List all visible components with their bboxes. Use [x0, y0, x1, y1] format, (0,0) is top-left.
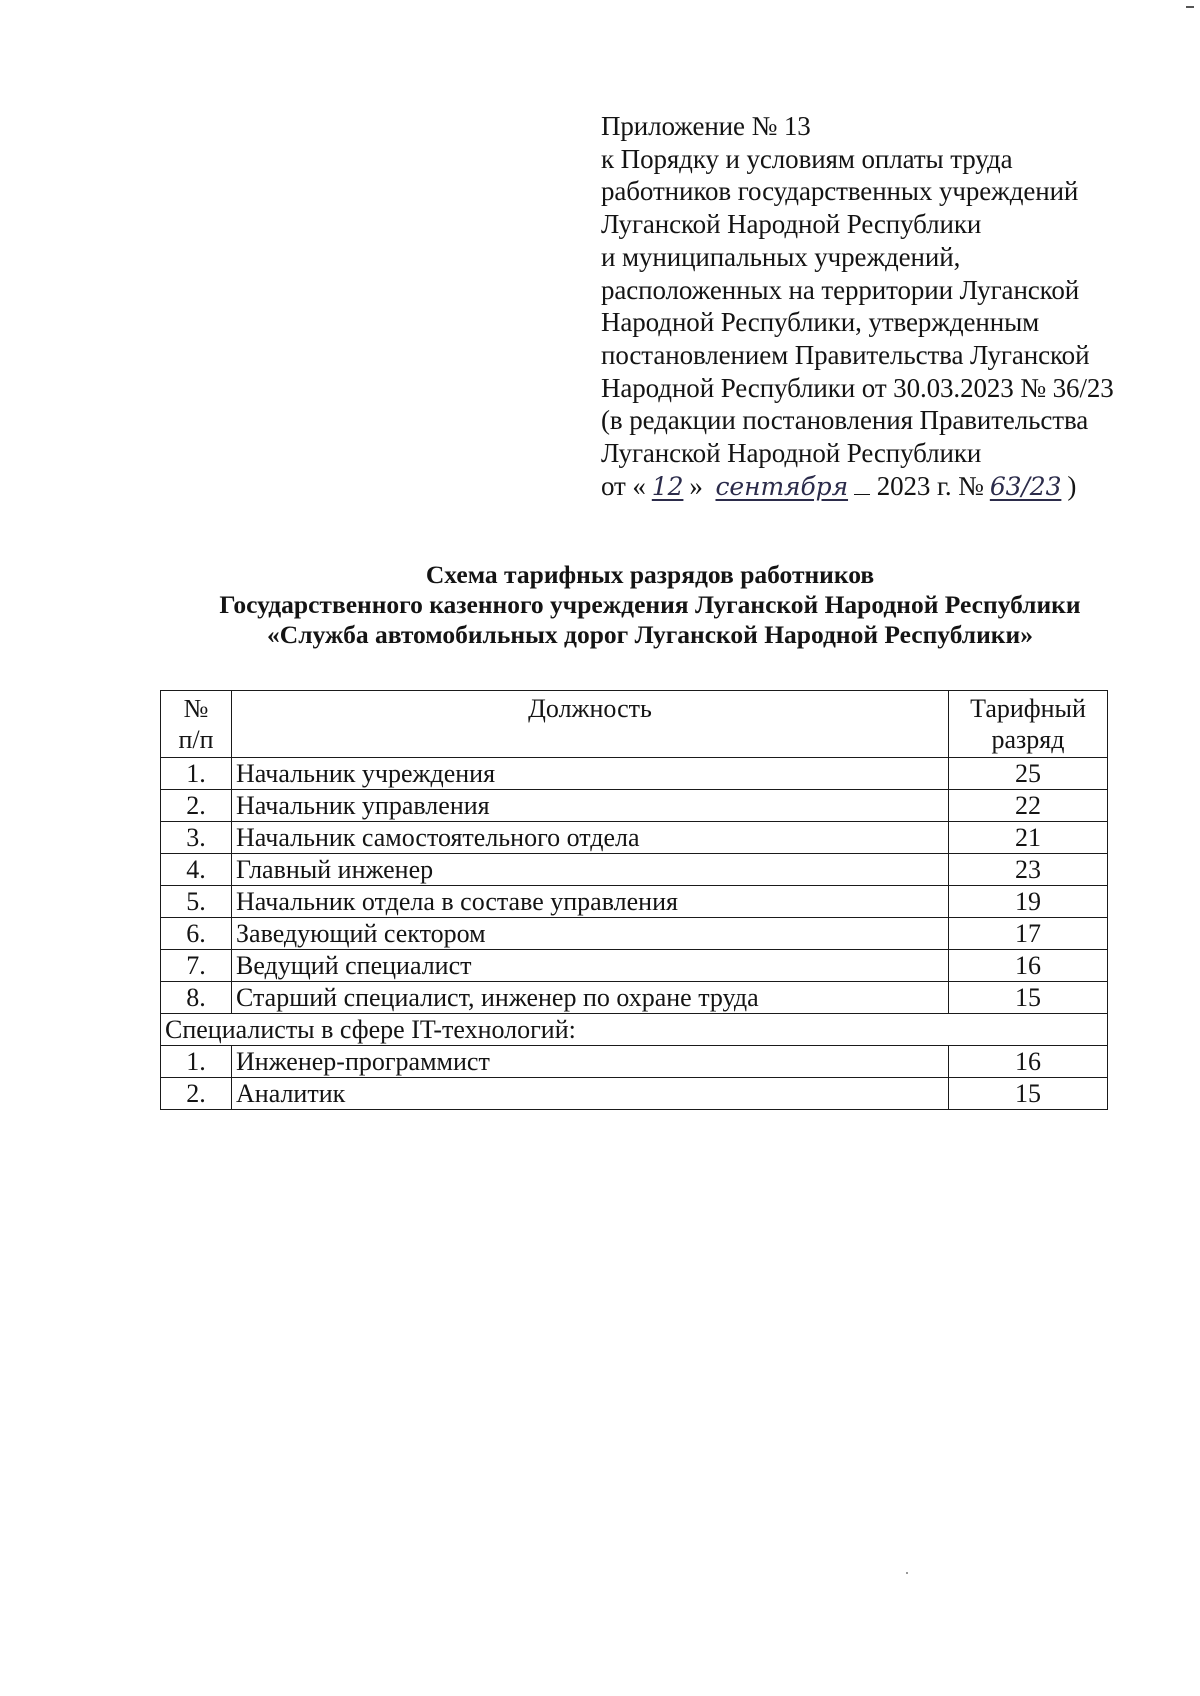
tariff-grades-table — [160, 690, 1108, 1110]
title-line: Государственного казенного учреждения Луганской Народной Республики — [219, 590, 1081, 619]
appendix-line: (в редакции постановления Правительства — [601, 405, 1089, 436]
scan-speck — [906, 1572, 908, 1574]
handwritten-number: 63/23 — [989, 471, 1062, 501]
scan-edge-mark — [1186, 6, 1194, 8]
table-row — [161, 918, 1108, 950]
row-position: Начальник управления — [232, 790, 949, 822]
title-line: «Служба автомобильных дорог Луганской Народной Республики» — [267, 620, 1033, 649]
row-grade: 15 — [949, 982, 1108, 1014]
header-num: № п/п — [161, 691, 232, 758]
appendix-line: расположенных на территории Луганской — [601, 274, 1080, 305]
appendix-line: Приложение № 13 — [601, 111, 811, 141]
appendix-line: Народной Республики от 30.03.2023 № 36/23 — [601, 372, 1114, 403]
appendix-line: Народной Республики, утвержденным — [601, 307, 1040, 338]
appendix-line: к Порядку и условиям оплаты труда — [601, 143, 1013, 174]
row-position: Аналитик — [232, 1078, 949, 1110]
row-position: Начальник учреждения — [232, 758, 949, 790]
underline-blank — [854, 493, 870, 495]
table-row — [161, 1078, 1108, 1110]
row-position: Старший специалист, инженер по охране труда — [232, 982, 949, 1014]
row-num: 2. — [161, 790, 232, 822]
appendix-line: работников государственных учреждений — [601, 176, 1079, 207]
row-grade: 22 — [949, 790, 1108, 822]
row-num: 1. — [161, 758, 232, 790]
appendix-date-line — [601, 470, 1161, 504]
row-grade: 17 — [949, 918, 1108, 950]
row-num: 3. — [161, 822, 232, 854]
handwritten-month: сентября — [715, 471, 849, 501]
date-year: 2023 г. № — [876, 470, 984, 501]
row-num: 7. — [161, 950, 232, 982]
row-grade: 16 — [949, 950, 1108, 982]
date-mid: » — [689, 470, 703, 501]
row-num: 8. — [161, 982, 232, 1014]
row-grade: 23 — [949, 854, 1108, 886]
date-suffix: ) — [1067, 470, 1077, 501]
document-title — [150, 560, 1150, 650]
appendix-line: Луганской Народной Республики — [601, 209, 982, 240]
row-num: 1. — [161, 1046, 232, 1078]
row-num: 2. — [161, 1078, 232, 1110]
handwritten-day: 12 — [651, 471, 684, 501]
appendix-line: и муниципальных учреждений, — [601, 241, 961, 272]
row-position: Начальник отдела в составе управления — [232, 886, 949, 918]
row-num: 5. — [161, 886, 232, 918]
table-section-row — [161, 1014, 1108, 1046]
appendix-line: Луганской Народной Республики — [601, 438, 982, 469]
table-row — [161, 1046, 1108, 1078]
table-header-row — [161, 691, 1108, 758]
row-grade: 16 — [949, 1046, 1108, 1078]
row-position: Начальник самостоятельного отдела — [232, 822, 949, 854]
table-row — [161, 950, 1108, 982]
row-num: 4. — [161, 854, 232, 886]
title-line: Схема тарифных разрядов работников — [425, 560, 875, 589]
row-position: Инженер-программист — [232, 1046, 949, 1078]
header-position: Должность — [232, 691, 949, 758]
row-grade: 21 — [949, 822, 1108, 854]
appendix-note — [601, 110, 1161, 503]
table-row — [161, 758, 1108, 790]
header-grade: Тарифный разряд — [949, 691, 1108, 758]
row-position: Заведующий сектором — [232, 918, 949, 950]
table-row — [161, 854, 1108, 886]
table-row — [161, 982, 1108, 1014]
table-row — [161, 886, 1108, 918]
row-position: Ведущий специалист — [232, 950, 949, 982]
row-position: Главный инженер — [232, 854, 949, 886]
date-prefix: от « — [601, 470, 646, 501]
section-title: Специалисты в сфере IT-технологий: — [161, 1014, 1108, 1046]
row-grade: 15 — [949, 1078, 1108, 1110]
row-grade: 19 — [949, 886, 1108, 918]
table-row — [161, 790, 1108, 822]
table-row — [161, 822, 1108, 854]
row-num: 6. — [161, 918, 232, 950]
row-grade: 25 — [949, 758, 1108, 790]
appendix-line: постановлением Правительства Луганской — [601, 339, 1090, 370]
